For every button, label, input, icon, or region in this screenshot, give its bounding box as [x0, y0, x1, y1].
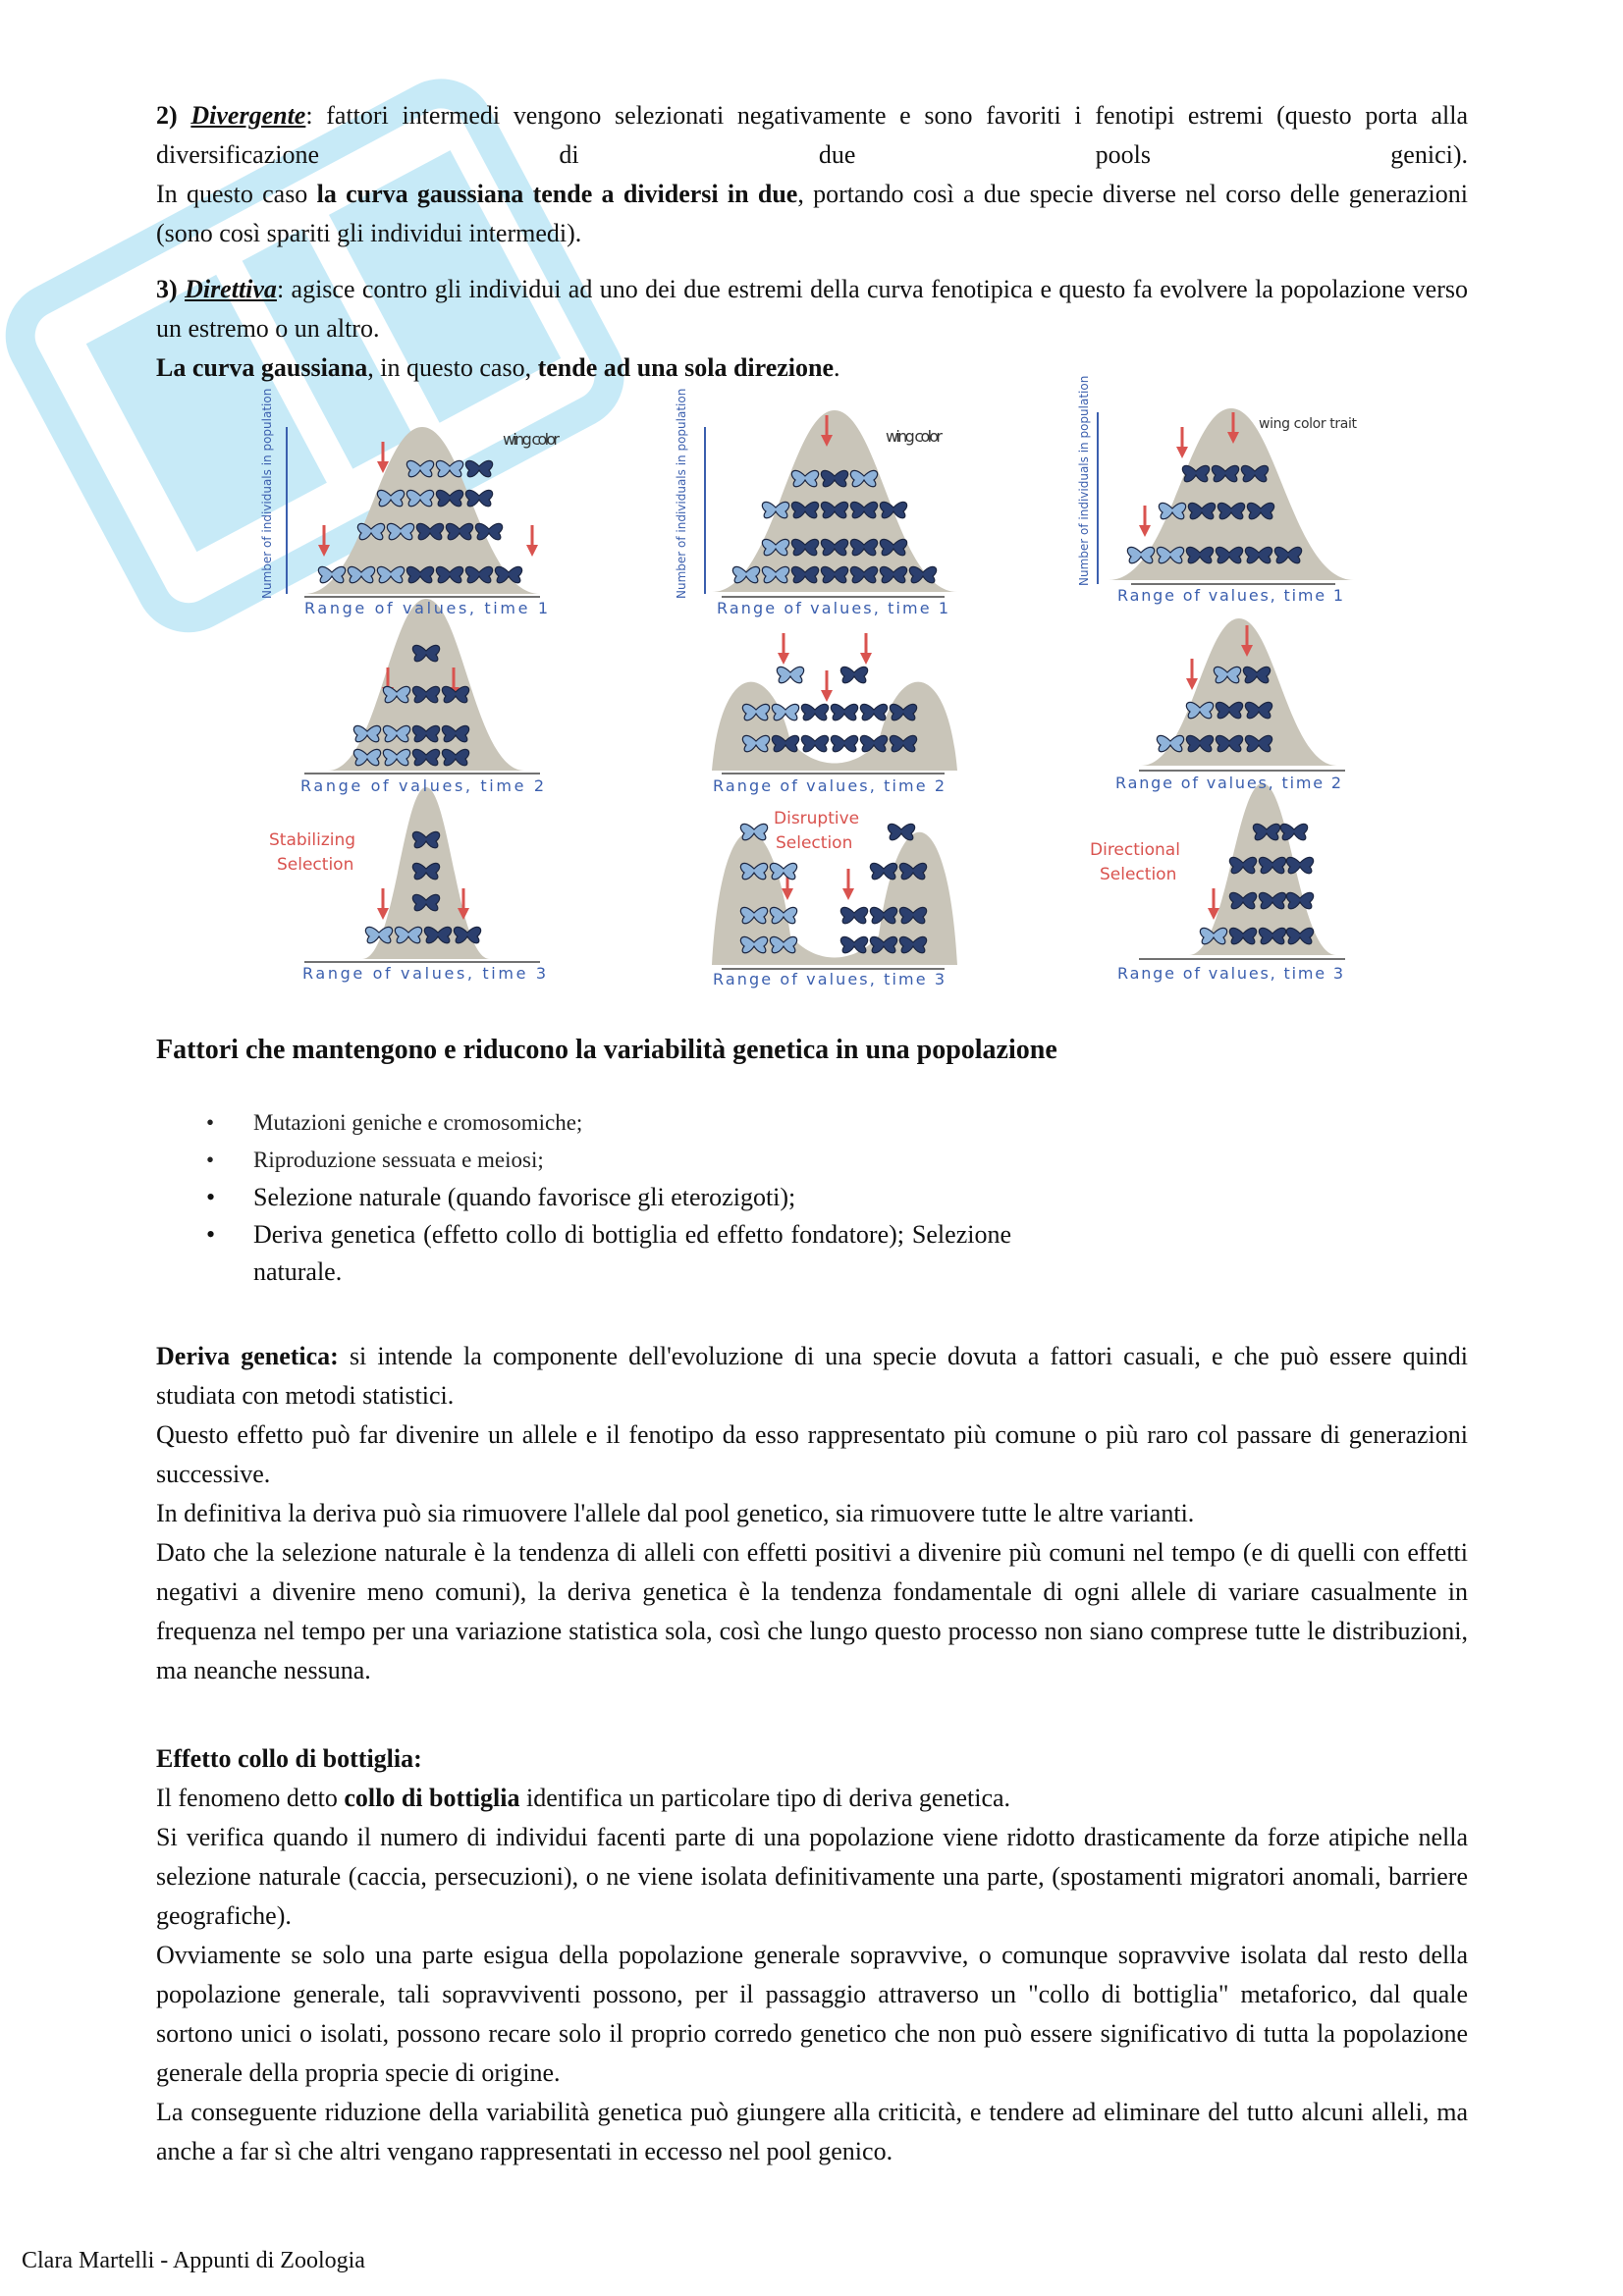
distribution-curve	[712, 682, 957, 771]
list-item: • Mutazioni geniche e cromosomiche;	[206, 1104, 1011, 1142]
selection-diagram	[245, 375, 1357, 1001]
range-label-time3: Range of values, time 3	[713, 970, 945, 988]
butterfly-icon	[770, 863, 796, 879]
paragraph-text: In questo caso	[156, 180, 317, 208]
section-title: Direttiva	[185, 275, 277, 303]
paragraph: La conseguente riduzione della variabilità genetica può giungere alla criticità, e tendere ad eliminare del tutto alcuni alleli, ma anche a far sì che altri vengano rappresentati in eccesso nel pool genico.	[156, 2098, 1468, 2165]
deriva-section	[156, 1337, 1468, 1690]
label-line: Selection	[776, 833, 853, 853]
paragraph: Dato che la selezione naturale è la tendenza di alleli con effetti positivi a divenire più comuni nel tempo (e di quelli con effetti negativi a divenire meno comuni), la deriva genetica è la tendenza fondamentale di ogni allele di variare casualmente in frequenza nel tempo per una variazione statistica sola, così che lungo questo processo non siano comprese tutte le distribuzioni, ma neanche nessuna.	[156, 1538, 1468, 1684]
collo-section	[156, 1739, 1468, 2171]
label-line: Disruptive	[774, 809, 860, 828]
wing-color-label: wing color	[503, 430, 560, 449]
factors-list	[206, 1104, 1011, 1291]
section-text: : agisce contro gli individui ad uno dei due estremi della curva fenotipica e questo fa evolvere la popolazione verso un estremo o un altro.	[156, 275, 1469, 343]
range-label-time2: Range of values, time 2	[300, 776, 544, 795]
selection-arrow-head	[860, 653, 872, 665]
paragraph: Questo effetto può far divenire un allele e il fenotipo da esso rappresentato più comune o più raro col passare di generazioni successive.	[156, 1420, 1468, 1488]
range-label-time3: Range of values, time 3	[302, 964, 546, 983]
selection-arrow-head	[1176, 447, 1188, 458]
section-number: 3)	[156, 275, 178, 303]
paragraph: In definitiva la deriva può sia rimuovere l'allele dal pool genetico, sia rimuovere tutte le altre varianti.	[156, 1499, 1195, 1527]
range-label-time2: Range of values, time 2	[713, 776, 945, 795]
butterfly-icon	[475, 523, 502, 539]
list-item: • Riproduzione sessuata e meiosi;	[206, 1142, 1011, 1179]
range-label-time2: Range of values, time 2	[1115, 774, 1341, 792]
butterfly-icon	[860, 704, 887, 720]
butterfly-icon	[888, 824, 914, 839]
directional-selection-label	[1090, 840, 1185, 884]
selection-arrow-head	[1139, 525, 1151, 537]
butterfly-icon	[1280, 824, 1307, 839]
selection-arrow-head	[778, 653, 789, 665]
disruptive-selection-label	[774, 809, 865, 853]
butterfly-icon	[465, 460, 492, 476]
butterfly-icon	[801, 735, 828, 751]
paragraph-bold: la curva gaussiana tende a dividersi in due	[316, 180, 798, 208]
list-item: • Selezione naturale (quando favorisce gli eterozigoti);	[206, 1179, 1011, 1216]
butterfly-icon	[365, 927, 392, 942]
selection-arrow-head	[842, 888, 854, 900]
range-label-time1: Range of values, time 1	[717, 599, 948, 617]
wing-color-trait-label: wing color trait	[1259, 416, 1357, 432]
butterfly-icon	[870, 863, 896, 879]
section-text: : fattori intermedi vengono selezionati negativamente e sono favoriti i fenotipi estremi (questo porta alla diversificazione di due pools genici).	[156, 101, 1468, 169]
label-line: Directional	[1090, 840, 1180, 860]
range-label-time3: Range of values, time 3	[1117, 964, 1343, 983]
paragraph-text: , in questo caso,	[367, 353, 538, 382]
section-divergente	[156, 96, 1468, 253]
paragraph-text: identifica un particolare tipo di deriva genetica.	[519, 1784, 1011, 1812]
paragraph-bold: La curva gaussiana	[156, 353, 368, 382]
paragraph-text: Il fenomeno detto	[156, 1784, 345, 1812]
butterfly-icon	[840, 936, 867, 952]
paragraph-bold: tende ad una sola direzione	[537, 353, 835, 382]
section-direttiva	[156, 270, 1468, 388]
section-number: 2)	[156, 101, 178, 130]
label-line: Selection	[277, 855, 354, 875]
paragraph-text: .	[834, 353, 840, 382]
paragraph: Si verifica quando il numero di individui facenti parte di una popolazione viene ridotto drasticamente da forze atipiche nella selezione naturale (caccia, persecuzioni), o ne viene isolata definitivamente una parte, (spostamenti migratori anomali, barriere geografiche).	[156, 1823, 1468, 1930]
butterfly-icon	[840, 667, 867, 682]
section-heading: Effetto collo di bottiglia:	[156, 1744, 422, 1773]
paragraph-text: si intende la componente dell'evoluzione di una specie dovuta a fattori casuali, e che può essere quindi studiata con metodi statistici.	[156, 1342, 1469, 1410]
section-title: Divergente	[190, 101, 306, 130]
list-item: • Deriva genetica (effetto collo di bottiglia ed effetto fondatore); Selezione naturale.	[206, 1216, 1011, 1291]
stabilizing-selection-label	[269, 830, 360, 875]
y-axis-label: Number of individuals in population	[675, 388, 688, 599]
butterfly-icon	[772, 704, 798, 720]
butterfly-icon	[831, 735, 857, 751]
butterfly-icon	[1127, 547, 1154, 562]
factors-heading: Fattori che mantengono e riducono la variabilità genetica in una popolazione	[156, 1035, 1057, 1065]
butterfly-icon	[831, 704, 857, 720]
paragraph: Ovviamente se solo una parte esigua della popolazione generale sopravvive, o comunque sopravvive isolata dal resto della popolazione generale, tali sopravviventi possono, per il passaggio attraverso un "collo di bottiglia" metaforico, dal quale sortono unici o isolati, possono recare solo il proprio corredo genetico che non può essere significativo di tutta la popolazione generale della propria specie di origine.	[156, 1941, 1468, 2087]
butterfly-icon	[777, 667, 803, 682]
butterfly-icon	[801, 704, 828, 720]
butterfly-icon	[465, 490, 492, 506]
y-axis-label: Number of individuals in population	[260, 388, 274, 599]
paragraph-bold: collo di bottiglia	[344, 1784, 520, 1812]
y-axis-label: Number of individuals in population	[1077, 375, 1091, 586]
label-line: Selection	[1100, 865, 1177, 884]
wing-color-label: wing color	[886, 427, 943, 446]
label-line: Stabilizing	[269, 830, 356, 850]
selection-arrow-head	[1186, 678, 1198, 690]
butterfly-icon	[840, 907, 867, 923]
selection-arrow-head	[821, 690, 833, 702]
paragraph-text: , portando così a due specie diverse nel corso delle generazioni (sono così spariti gli individui intermedi).	[156, 180, 1468, 247]
range-label-time1: Range of values, time 1	[304, 599, 548, 617]
diagram-shapes	[287, 408, 1354, 969]
range-label-time1: Range of values, time 1	[1117, 586, 1343, 605]
page-footer: Clara Martelli - Appunti di Zoologia	[22, 2248, 365, 2273]
term-label: Deriva genetica:	[156, 1342, 339, 1370]
selection-arrow-head	[318, 545, 330, 557]
distribution-curve	[328, 599, 524, 771]
selection-arrow-head	[526, 545, 538, 557]
butterfly-icon	[1286, 857, 1313, 873]
